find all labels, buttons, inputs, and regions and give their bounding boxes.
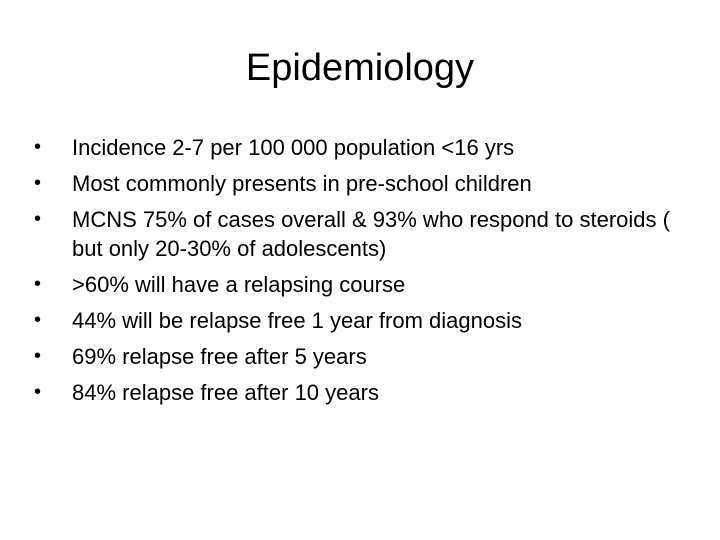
bullet-text: Incidence 2-7 per 100 000 population <16 yrs [72,135,515,160]
bullet-item [34,270,694,299]
bullet-text: >60% will have a relapsing course [72,272,406,297]
bullet-dot-icon: • [34,309,42,331]
bullet-item [34,378,694,407]
bullet-item [34,205,694,263]
slide-title: Epidemiology [245,47,475,89]
bullet-dot-icon: • [34,381,42,403]
bullet-dot-icon: • [34,136,42,158]
bullet-text: 44% will be relapse free 1 year from diagnosis [72,308,523,333]
bullet-text: MCNS 75% of cases overall & 93% who respond to steroids ( but only 20-30% of adolescents) [72,207,670,261]
bullet-text: 69% relapse free after 5 years [72,344,367,369]
bullet-item [34,306,694,335]
bullet-dot-icon: • [34,345,42,367]
bullet-item [34,133,694,162]
bullet-item [34,169,694,198]
bullet-dot-icon: • [34,273,42,295]
bullet-dot-icon: • [34,172,42,194]
bullet-item [34,342,694,371]
bullet-dot-icon: • [34,208,42,230]
bullet-text: 84% relapse free after 10 years [72,380,379,405]
bullet-list [34,133,694,414]
bullet-text: Most commonly presents in pre-school children [72,171,532,196]
